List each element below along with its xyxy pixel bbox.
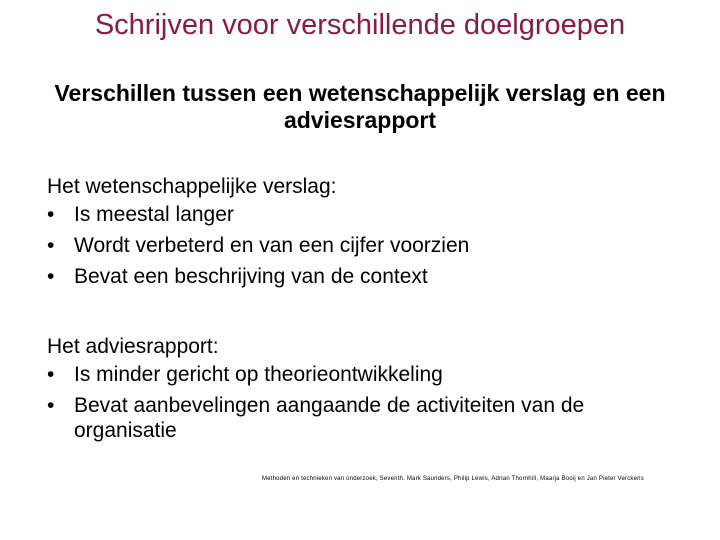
section-scientific-report [47,171,687,295]
section-heading: Het wetenschappelijke verslag: [47,175,337,198]
list-item-text: Bevat een beschrijving van de context [74,265,428,288]
list-item [47,233,687,258]
section-advisory-report [47,331,687,449]
list-item [47,393,687,443]
list-item [47,202,687,227]
list-item-text: Bevat aanbevelingen aangaande de activiteiten van de organisatie [74,394,585,442]
bullet-list [47,202,687,289]
slide-footer-citation: Methoden en technieken van onderzoek, Seventh. Mark Saunders, Philip Lewis, Adrian Thornhill, Maarja Booij en Jan Pieter Verckens [262,476,644,482]
list-item-text: Wordt verbeterd en van een cijfer voorzien [74,234,470,257]
list-item [47,362,687,387]
slide-subtitle: Verschillen tussen een wetenschappelijk verslag en een adviesrapport [54,80,666,133]
list-item-text: Is minder gericht op theorieontwikkeling [74,363,443,386]
slide-title: Schrijven voor verschillende doelgroepen [94,9,626,41]
bullet-icon: • [47,363,55,386]
section-heading: Het adviesrapport: [47,335,219,358]
bullet-icon: • [47,394,55,417]
bullet-icon: • [47,234,55,257]
bullet-list [47,362,687,443]
bullet-icon: • [47,203,55,226]
bullet-icon: • [47,265,55,288]
list-item [47,264,687,289]
list-item-text: Is meestal langer [74,203,234,226]
